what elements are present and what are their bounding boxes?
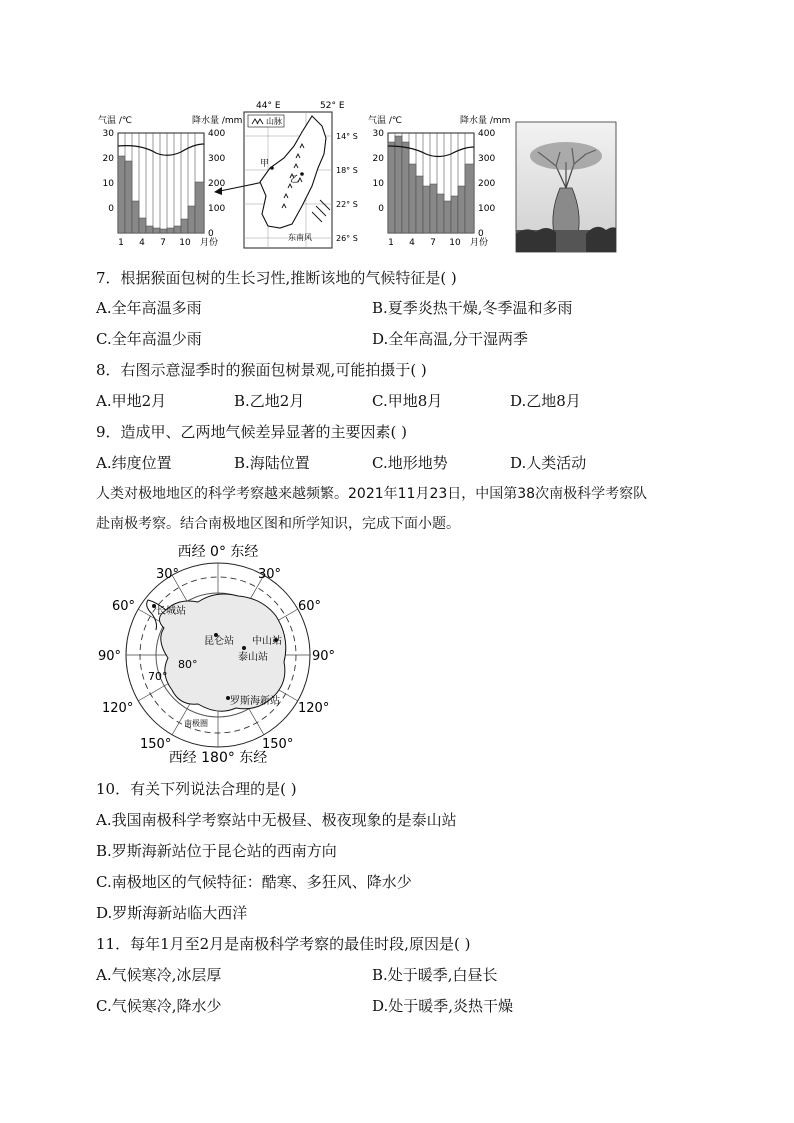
month-axis-label: 月份	[470, 238, 489, 248]
precip-tick: 100	[208, 204, 226, 214]
baobab-photo	[516, 122, 616, 252]
question-8: 8．右图示意湿季时的猴面包树景观,可能拍摄于( )	[96, 361, 427, 379]
lat-label: 80°	[178, 658, 198, 671]
month-tick: 10	[449, 238, 461, 248]
q10-option-a[interactable]: A.我国南极科学考察站中无极昼、极夜现象的是泰山站	[96, 811, 457, 829]
temp-tick: 30	[102, 129, 114, 139]
q10-option-b[interactable]: B.罗斯海新站位于昆仑站的西南方向	[96, 842, 337, 860]
q7-option-a[interactable]: A.全年高温多雨	[96, 299, 202, 317]
q9-option-a[interactable]: A.纬度位置	[96, 454, 172, 472]
lon-label: 150°	[262, 737, 294, 752]
temp-tick: 10	[372, 179, 384, 189]
lon-label: 52° E	[320, 101, 345, 111]
question-7: 7．根据猴面包树的生长习性,推断该地的气候特征是( )	[96, 269, 457, 287]
legend-mountain-label: 山脉	[266, 117, 282, 126]
lat-label: 70°	[148, 670, 168, 683]
q8-option-d[interactable]: D.乙地8月	[510, 392, 581, 410]
temp-tick: 30	[372, 129, 384, 139]
q10-option-d[interactable]: D.罗斯海新站临大西洋	[96, 904, 248, 922]
temp-axis-label: 气温 /℃	[98, 116, 133, 126]
q7-option-d[interactable]: D.全年高温,分干湿两季	[372, 330, 529, 348]
lon-label: 30°	[258, 567, 282, 582]
place-yi: 乙	[290, 175, 300, 185]
temp-tick: 0	[108, 204, 114, 214]
question-9: 9．造成甲、乙两地气候差异显著的主要因素( )	[96, 423, 408, 441]
precip-tick: 100	[478, 204, 496, 214]
lon-label: 60°	[112, 599, 136, 614]
q11-option-c[interactable]: C.气候寒冷,降水少	[96, 997, 222, 1015]
madagascar-map	[240, 96, 370, 252]
intro-text-line-2: 赴南极考察。结合南极地区图和所学知识，完成下面小题。	[96, 516, 460, 532]
temp-tick: 10	[102, 179, 114, 189]
q7-option-b[interactable]: B.夏季炎热干燥,冬季温和多雨	[372, 299, 573, 317]
lat-label: 26° S	[336, 234, 358, 243]
q8-option-c[interactable]: C.甲地8月	[372, 392, 443, 410]
lon-label: 90°	[98, 649, 122, 664]
q11-option-d[interactable]: D.处于暖季,炎热干燥	[372, 997, 514, 1015]
temp-tick: 20	[372, 154, 384, 164]
place-jia: 甲	[260, 159, 270, 169]
q9-option-b[interactable]: B.海陆位置	[234, 454, 310, 472]
top-meridian-label: 西经 0° 东经	[177, 544, 259, 560]
precip-tick: 0	[478, 229, 484, 239]
precip-tick: 300	[478, 154, 496, 164]
wind-label: 东南风	[288, 233, 312, 242]
lon-label: 60°	[298, 599, 322, 614]
station-label: 罗斯海新站	[230, 696, 280, 707]
lon-label: 30°	[156, 567, 180, 582]
q8-option-a[interactable]: A.甲地2月	[96, 392, 167, 410]
station-label: 泰山站	[238, 652, 268, 663]
month-tick: 1	[118, 238, 124, 248]
antarctic-map	[98, 540, 338, 766]
question-10: 10．有关下列说法合理的是( )	[96, 780, 297, 798]
precip-tick: 400	[208, 129, 226, 139]
intro-text-line-1: 人类对极地地区的科学考察越来越频繁。2021年11月23日，中国第38次南极科学考察队	[96, 486, 648, 502]
month-axis-label: 月份	[200, 238, 219, 248]
lon-label: 120°	[298, 701, 330, 716]
month-tick: 4	[139, 238, 145, 248]
q10-option-c[interactable]: C.南极地区的气候特征：酷寒、多狂风、降水少	[96, 873, 412, 891]
temp-tick: 20	[102, 154, 114, 164]
temp-axis-label: 气温 /℃	[368, 116, 403, 126]
antarctic-circle-label: 南极圈	[184, 719, 208, 728]
station-label: 昆仑站	[204, 636, 234, 647]
month-tick: 4	[409, 238, 415, 248]
month-tick: 7	[430, 238, 436, 248]
lon-label: 90°	[312, 649, 336, 664]
precip-tick: 300	[208, 154, 226, 164]
month-tick: 7	[160, 238, 166, 248]
q8-option-b[interactable]: B.乙地2月	[234, 392, 305, 410]
precip-tick: 400	[478, 129, 496, 139]
bottom-meridian-label: 西经 180° 东经	[168, 750, 268, 766]
q11-option-b[interactable]: B.处于暖季,白昼长	[372, 966, 498, 984]
lon-label: 120°	[102, 701, 134, 716]
month-tick: 1	[388, 238, 394, 248]
climate-chart-right	[366, 106, 511, 254]
lat-label: 22° S	[336, 200, 358, 209]
q9-option-d[interactable]: D.人类活动	[510, 454, 587, 472]
lat-label: 18° S	[336, 166, 358, 175]
precip-tick: 0	[208, 229, 214, 239]
question-11: 11．每年1月至2月是南极科学考察的最佳时段,原因是( )	[96, 935, 471, 953]
temp-tick: 0	[378, 204, 384, 214]
lon-label: 44° E	[256, 101, 281, 111]
q9-option-c[interactable]: C.地形地势	[372, 454, 448, 472]
precip-axis-label: 降水量 /mm	[460, 116, 511, 126]
precip-tick: 200	[478, 179, 496, 189]
q7-option-c[interactable]: C.全年高温少雨	[96, 330, 202, 348]
precip-axis-label: 降水量 /mm	[192, 116, 243, 126]
lon-label: 150°	[140, 737, 172, 752]
precip-tick: 200	[208, 179, 226, 189]
lat-label: 14° S	[336, 132, 358, 141]
station-label: 长城站	[156, 606, 186, 617]
station-label: 中山站	[252, 636, 282, 647]
month-tick: 10	[179, 238, 191, 248]
q11-option-a[interactable]: A.气候寒冷,冰层厚	[96, 966, 222, 984]
